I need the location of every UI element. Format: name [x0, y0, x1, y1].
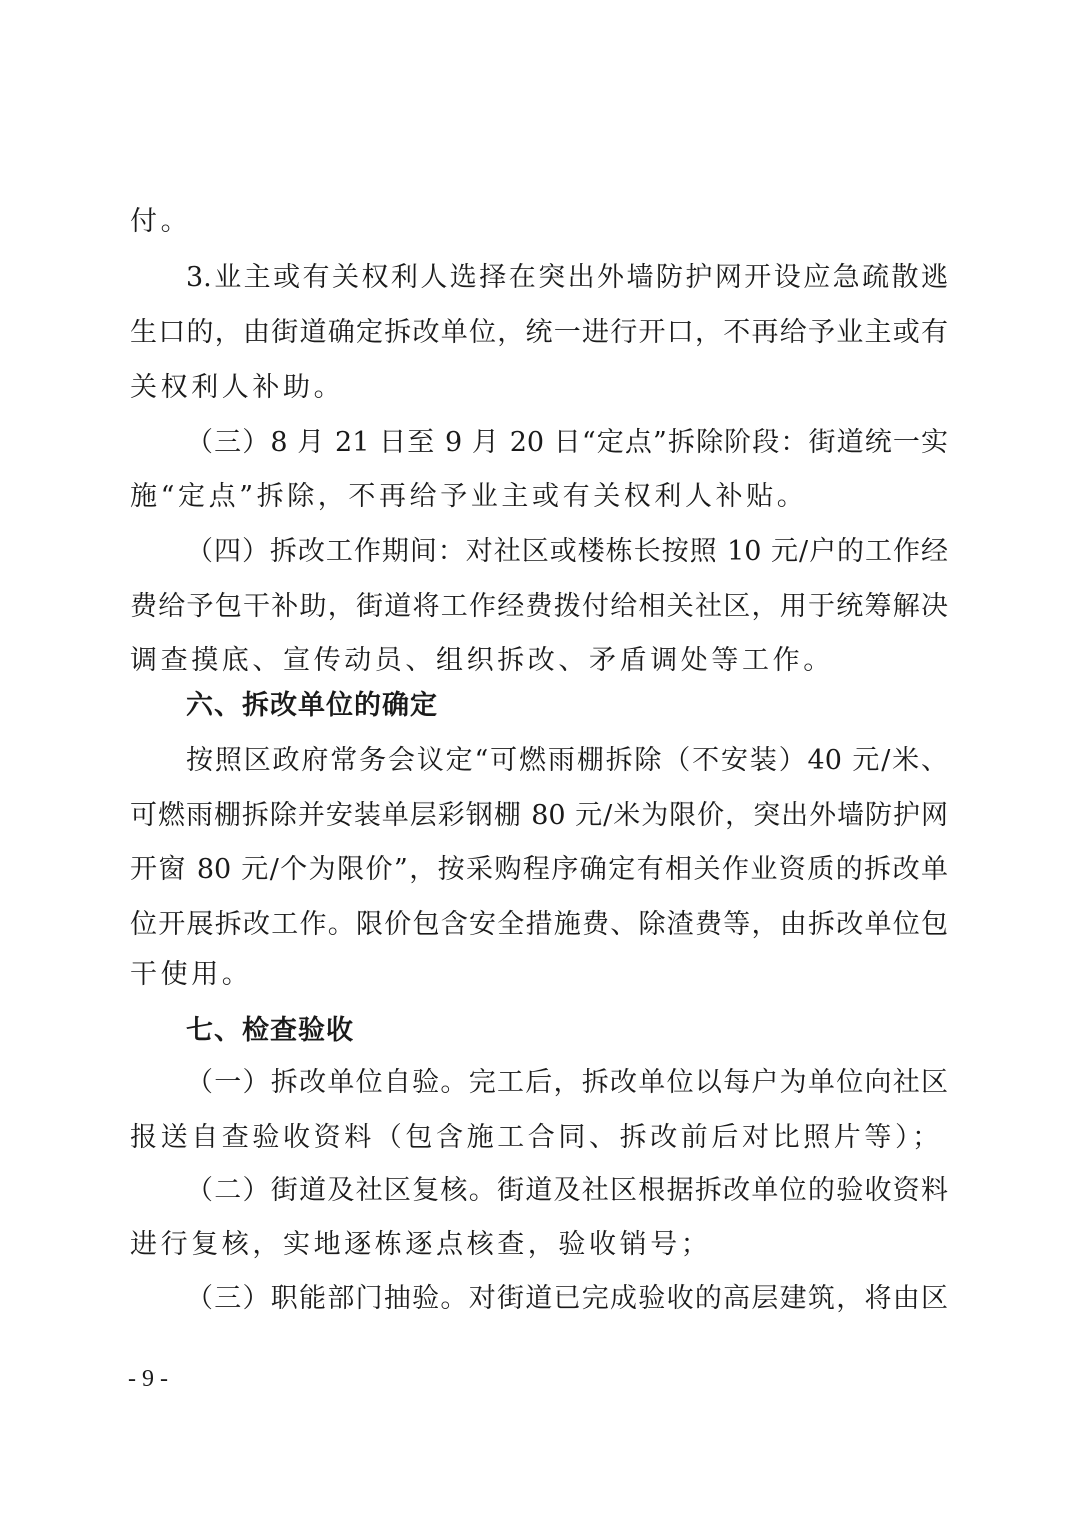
paragraph-line: （三）8 月 21 日至 9 月 20 日“定点”拆除阶段：街道统一实	[186, 427, 948, 458]
paragraph-line: （二）街道及社区复核。街道及社区根据拆改单位的验收资料	[186, 1175, 948, 1206]
section-heading-7: 七、检查验收	[186, 1015, 354, 1046]
paragraph-line: 3.业主或有关权利人选择在突出外墙防护网开设应急疏散逃	[186, 262, 948, 293]
paragraph-line: （一）拆改单位自验。完工后，拆改单位以每户为单位向社区	[186, 1067, 948, 1098]
paragraph-line: （三）职能部门抽验。对街道已完成验收的高层建筑，将由区	[186, 1283, 948, 1314]
section-heading-6: 六、拆改单位的确定	[186, 690, 438, 721]
paragraph-line: 按照区政府常务会议定“可燃雨棚拆除（不安装）40 元/米、	[186, 745, 948, 776]
paragraph-line: 付。	[130, 206, 192, 237]
paragraph-line: 开窗 80 元/个为限价”，按采购程序确定有相关作业资质的拆改单	[130, 854, 948, 885]
paragraph-line: 位开展拆改工作。限价包含安全措施费、除渣费等，由拆改单位包	[130, 909, 948, 940]
paragraph-line: 生口的，由街道确定拆改单位，统一进行开口，不再给予业主或有	[130, 317, 948, 348]
page-number: - 9 -	[128, 1366, 168, 1392]
paragraph-line: 可燃雨棚拆除并安装单层彩钢棚 80 元/米为限价，突出外墙防护网	[130, 800, 948, 831]
paragraph-line: 干使用。	[130, 959, 253, 990]
paragraph-line: （四）拆改工作期间：对社区或楼栋长按照 10 元/户的工作经	[186, 536, 948, 567]
paragraph-line: 关权利人补助。	[130, 372, 345, 403]
paragraph-line: 报送自查验收资料（包含施工合同、拆改前后对比照片等）；	[130, 1122, 943, 1153]
paragraph-line: 施“定点”拆除，不再给予业主或有关权利人补贴。	[130, 481, 808, 512]
paragraph-line: 调查摸底、宣传动员、组织拆改、矛盾调处等工作。	[130, 645, 834, 676]
paragraph-line: 费给予包干补助，街道将工作经费拨付给相关社区，用于统筹解决	[130, 591, 948, 622]
paragraph-line: 进行复核，实地逐栋逐点核查，验收销号；	[130, 1229, 712, 1260]
